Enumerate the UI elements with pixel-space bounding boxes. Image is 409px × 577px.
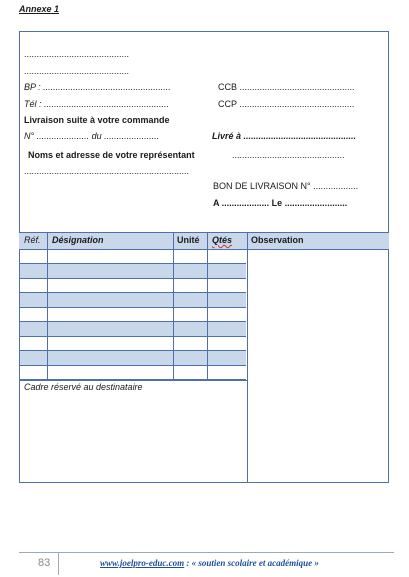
col-observation: Observation (251, 235, 304, 245)
table-bottom-line (19, 380, 247, 381)
col-divider-unite (207, 232, 208, 380)
footer-link[interactable]: www.joelpro-educ.com (100, 558, 185, 568)
table-row (20, 351, 246, 365)
ccb-line: CCB .............................................. (218, 82, 355, 92)
page-number: 83 (38, 557, 51, 569)
col-divider-ref (47, 232, 48, 380)
representative-line-2: .................................................................. (24, 166, 190, 176)
footer-rule (19, 552, 394, 553)
table-row (20, 293, 246, 307)
address-line-1: .......................................... (24, 49, 130, 59)
table-row (20, 337, 246, 351)
bp-line: BP : ................................................... (24, 82, 171, 92)
tel-line: Tél : .................................................. (24, 99, 170, 109)
ccp-line: CCP .............................................. (218, 99, 355, 109)
table-row (20, 264, 246, 278)
representative-dots: ............................................. (232, 150, 345, 160)
address-line-2: .......................................... (24, 66, 130, 76)
col-designation: Désignation (52, 235, 104, 245)
col-qtes: Qtés (212, 235, 233, 245)
livraison-label: Livraison suite à votre commande (24, 115, 170, 125)
col-unite: Unité (177, 235, 200, 245)
delivery-note-number: BON DE LIVRAISON N° .................. (213, 181, 359, 191)
annexe-title: Annexe 1 (19, 4, 60, 14)
col-divider-designation (173, 232, 174, 380)
livre-a-line: Livré à ............................................. (212, 131, 357, 141)
place-date-line: A ................... Le ......................... (213, 198, 348, 208)
table-row (20, 366, 246, 380)
footer-separator (58, 553, 59, 575)
footer-tagline: : « soutien scolaire et académique » (184, 558, 319, 568)
col-divider-qtes (247, 232, 248, 483)
cadre-label: Cadre réservé au destinataire (24, 382, 143, 392)
table-row (20, 279, 246, 293)
order-number-line: N° ..................... du ...................... (24, 131, 160, 141)
col-ref: Réf. (24, 235, 41, 245)
table-header (19, 232, 389, 250)
table-row (20, 322, 246, 336)
table-row (20, 308, 246, 322)
representative-label: Noms et adresse de votre représentant (28, 150, 195, 160)
footer-text (100, 558, 319, 568)
table-row (20, 250, 246, 264)
